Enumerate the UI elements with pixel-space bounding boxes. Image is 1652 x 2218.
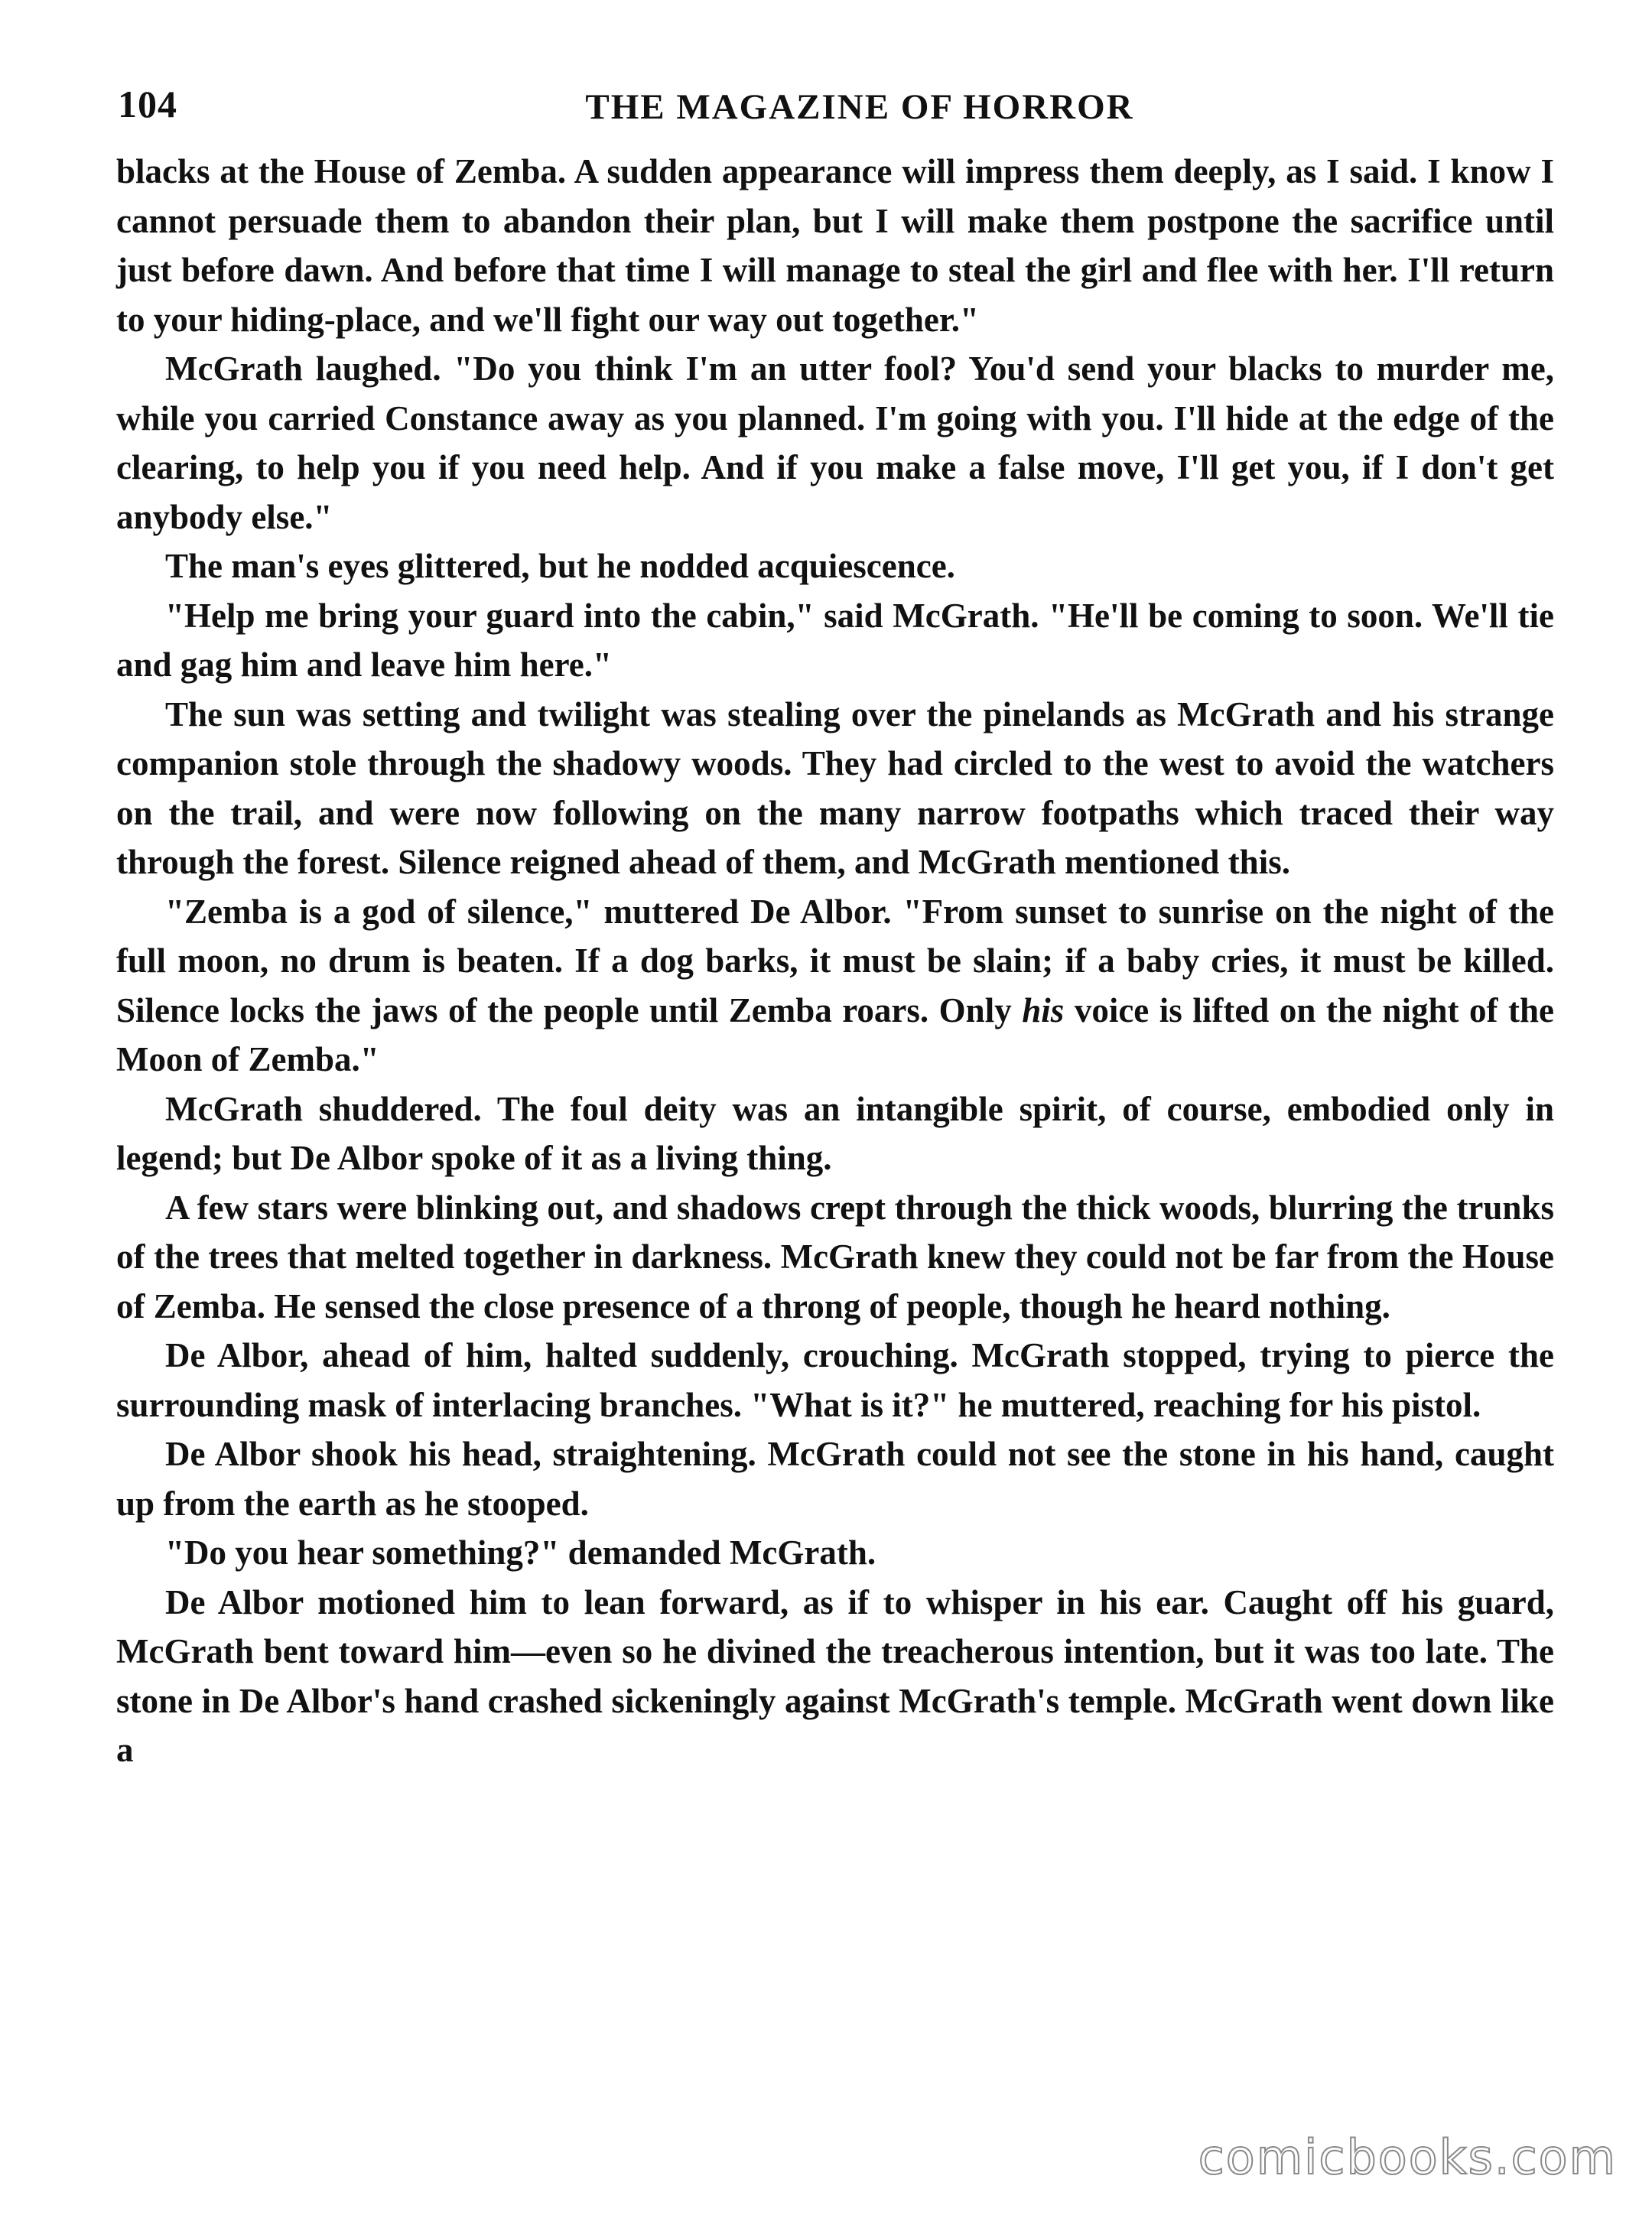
paragraph-2: McGrath laughed. "Do you think I'm an utter fool? You'd send your blacks to murder me, while you carried Constance away as you planned. I'm going with you. I'll hide at the edge of the clearing, to help you if you need help. And if you make a false move, I'll get you, if I don't get anybody else." xyxy=(116,350,1554,536)
paragraph-7: McGrath shuddered. The foul deity was an intangible spirit, of course, embodied only in legend; but De Albor spoke of it as a living thing. xyxy=(116,1089,1554,1177)
watermark-logo: comicbooks.com xyxy=(1198,2129,1617,2185)
page-number: 104 xyxy=(118,83,177,125)
paragraph-9: De Albor, ahead of him, halted suddenly, crouching. McGrath stopped, trying to pierce the surrounding mask of interlacing branches. "What is it?" he muttered, reaching for his pistol. xyxy=(116,1336,1554,1424)
page-header xyxy=(118,76,1556,145)
paragraph-12: De Albor motioned him to lean forward, as if to whisper in his ear. Caught off his guard, McGrath bent toward him—even so he divined the treacherous intention, but it was too late. The stone in De Albor's hand crashed sickeningly against McGrath's temple. McGrath went down like a xyxy=(116,1582,1554,1769)
paragraph-10: De Albor shook his head, straightening. McGrath could not see the stone in his hand, caught up from the earth as he stooped. xyxy=(116,1435,1554,1523)
paragraph-6: "Zemba is a god of silence," muttered De Albor. "From sunset to sunrise on the night of the full moon, no drum is beaten. If a dog barks, it must be slain; if a baby cries, it must be killed. Silence locks the jaws of the people until Zemba roars. Only his voice is lifted on the night of the Moon of Zemba." xyxy=(116,892,1554,1078)
paragraph-5: The sun was setting and twilight was stealing over the pinelands as McGrath and his strange companion stole through the shadowy woods. They had circled to the west to avoid the watchers on the trail, and were now following on the many narrow footpaths which traced their way through the forest. Silence reigned ahead of them, and McGrath mentioned this. xyxy=(116,694,1554,881)
paragraph-3: The man's eyes glittered, but he nodded acquiescence. xyxy=(165,547,955,585)
paragraph-8: A few stars were blinking out, and shadows crept through the thick woods, blurring the trunks of the trees that melted together in darkness. McGrath knew they could not be far from the House of Zemba. He sensed the close presence of a throng of people, though he heard nothing. xyxy=(116,1188,1554,1325)
running-title: THE MAGAZINE OF HORROR xyxy=(585,87,1134,127)
paragraph-11: "Do you hear something?" demanded McGrath. xyxy=(165,1533,876,1572)
story-text xyxy=(116,147,1554,1775)
italic-his: his xyxy=(1022,990,1065,1029)
paragraph-1: blacks at the House of Zemba. A sudden appearance will impress them deeply, as I said. I know I cannot persuade them to abandon their plan, but I will make them postpone the sacrifice until just before dawn. And before that time I will manage to steal the girl and flee with her. I'll return to your hiding-place, and we'll fight our way out together." xyxy=(116,152,1554,339)
paragraph-4: "Help me bring your guard into the cabin," said McGrath. "He'll be coming to soon. We'll tie and gag him and leave him here." xyxy=(116,596,1554,684)
